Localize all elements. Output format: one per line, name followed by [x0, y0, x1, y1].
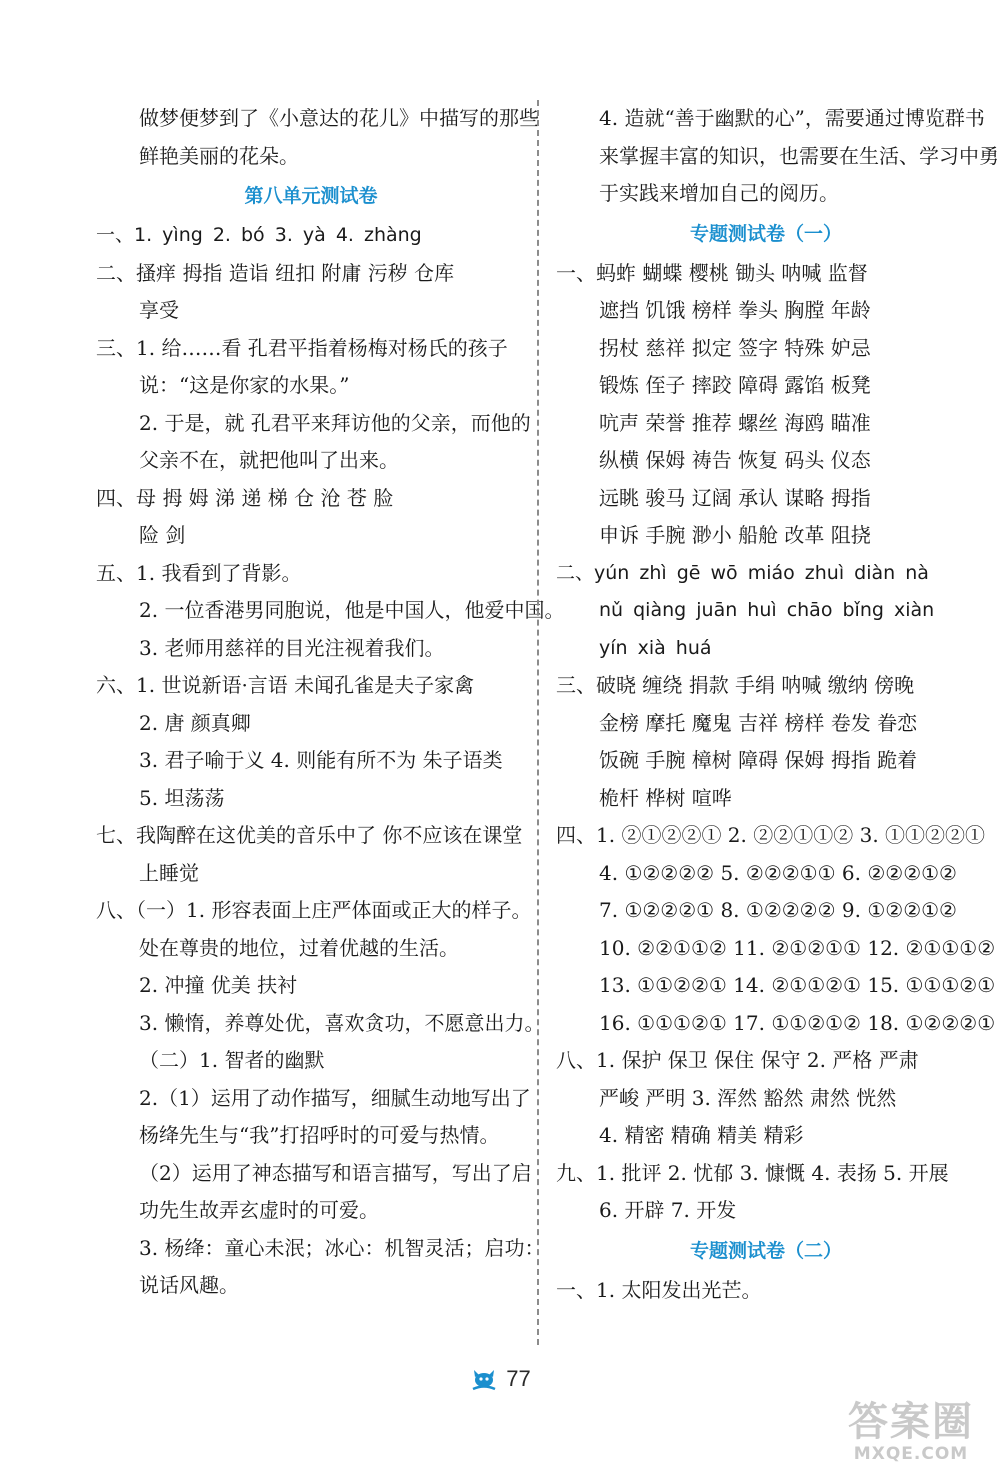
page-number: 77 — [506, 1366, 531, 1391]
answer-line: 功先生故弄玄虚时的可爱。 — [139, 1198, 379, 1222]
page-footer — [0, 1366, 1000, 1392]
answer-line: 3. 君子喻于义 4. 则能有所不为 朱子语类 — [139, 748, 503, 772]
answer-line: 父亲不在，就把他叫了出来。 — [139, 448, 399, 472]
answer-line: （二）1. 智者的幽默 — [139, 1048, 325, 1072]
answer-line: 2. 一位香港男同胞说，他是中国人，他爱中国。 — [139, 598, 565, 622]
answer-line: 桅杆 桦树 喧哗 — [599, 785, 732, 810]
answer-line: 四、1. ②①②②① 2. ②②①①② 3. ①①②②① — [556, 823, 986, 847]
answer-line: 吭声 荣誉 推荐 螺丝 海鸥 瞄准 — [599, 410, 871, 435]
section-heading: 专题测试卷（一） — [689, 222, 842, 245]
answer-line: 九、1. 批评 2. 忧郁 3. 慷慨 4. 表扬 5. 开展 — [556, 1160, 949, 1185]
answer-line: （2）运用了神态描写和语言描写，写出了启 — [139, 1160, 532, 1185]
answer-line: 八、（一）1. 形容表面上庄严体面或正大的样子。 — [96, 898, 532, 922]
answer-line: 饭碗 手腕 樟树 障碍 保姆 拇指 跪着 — [599, 748, 918, 772]
answer-line: 三、破晓 缠绕 捐款 手绢 呐喊 缴纳 傍晚 — [556, 673, 915, 697]
answer-line: 二、yún zhì gē wō miáo zhuì diàn nà — [556, 561, 929, 584]
answer-line: 上睡觉 — [139, 860, 199, 885]
answer-line: 说话风趣。 — [139, 1273, 239, 1297]
answer-line: 3. 老师用慈祥的目光注视着我们。 — [139, 635, 445, 660]
answer-line: 严峻 严明 3. 浑然 豁然 肃然 恍然 — [599, 1085, 897, 1110]
answer-line: 2. 唐 颜真卿 — [139, 710, 251, 735]
answer-line: 二、搔痒 拇指 造诣 纽扣 附庸 污秽 仓库 — [96, 260, 455, 285]
answer-line: 2. 冲撞 优美 扶衬 — [139, 973, 298, 997]
answer-line: 5. 坦荡荡 — [139, 785, 225, 810]
answer-line: 拐杖 慈祥 拟定 签字 特殊 妒忌 — [599, 335, 871, 360]
watermark-title: 答案圈 — [848, 1399, 974, 1445]
answer-line: nǔ qiàng juān huì chāo bǐng xiàn — [599, 599, 935, 621]
mascot-logo-icon — [469, 1366, 499, 1392]
answer-line: 纵横 保姆 祷告 恢复 码头 仪态 — [599, 448, 871, 472]
answer-line: 7. ①②②②① 8. ①②②②② 9. ①②②①② — [599, 898, 957, 922]
answer-line: 3. 懒惰，养尊处优，喜欢贪功，不愿意出力。 — [139, 1010, 545, 1035]
left-column — [96, 100, 565, 1305]
answer-line: 六、1. 世说新语·言语 未闻孔雀是夫子家禽 — [96, 673, 475, 697]
answer-line: 2. 于是，就 孔君平来拜访他的父亲，而他的 — [139, 410, 531, 435]
answer-line: 三、1. 给……看 孔君平指着杨梅对杨氏的孩子 — [96, 335, 508, 360]
answer-line: 鲜艳美丽的花朵。 — [139, 143, 299, 168]
answer-line: 享受 — [139, 298, 179, 322]
answer-line: 13. ①①②②① 14. ②①①②① 15. ①①①②① — [599, 973, 996, 997]
answer-line: 来掌握丰富的知识，也需要在生活、学习中勇 — [599, 143, 999, 168]
answer-line: 3. 杨绛：童心未泯；冰心：机智灵活；启功： — [139, 1235, 545, 1260]
answer-line: 说：“这是你家的水果。” — [139, 373, 350, 397]
column-divider — [537, 100, 539, 1345]
answer-line: 处在尊贵的地位，过着优越的生活。 — [139, 935, 459, 960]
watermark-url: MXQE.COM — [853, 1444, 969, 1464]
answer-line: 四、母 拇 姆 涕 递 梯 仓 沧 苍 脸 — [96, 485, 394, 510]
answer-line: 2.（1）运用了动作描写，细腻生动地写出了 — [139, 1085, 531, 1110]
answer-line: 锻炼 侄子 摔跤 障碍 露馅 板凳 — [599, 373, 871, 397]
answer-line: 八、1. 保护 保卫 保住 保守 2. 严格 严肃 — [556, 1048, 919, 1072]
answer-line: 4. 造就“善于幽默的心”，需要通过博览群书 — [599, 106, 985, 130]
answer-line: 遮挡 饥饿 榜样 拳头 胸膛 年龄 — [599, 298, 871, 322]
answer-line: 杨绛先生与“我”打招呼时的可爱与热情。 — [139, 1123, 500, 1147]
answer-line: 七、我陶醉在这优美的音乐中了 你不应该在课堂 — [96, 823, 523, 847]
section-heading: 第八单元测试卷 — [244, 185, 378, 207]
answer-line: 4. ①②②②② 5. ②②②①① 6. ②②②①② — [599, 860, 957, 885]
answer-line: 金榜 摩托 魔鬼 吉祥 榜样 卷发 眷恋 — [599, 710, 918, 735]
right-column — [556, 100, 999, 1309]
section-heading: 专题测试卷（二） — [689, 1239, 842, 1262]
answer-line: 4. 精密 精确 精美 精彩 — [599, 1123, 804, 1147]
answer-line: 10. ②②①①② 11. ②①②①① 12. ②①①①② — [599, 935, 996, 960]
answer-line: 做梦便梦到了《小意达的花儿》中描写的那些 — [139, 106, 539, 130]
watermark — [836, 1400, 986, 1466]
answer-line: 五、1. 我看到了背影。 — [96, 560, 302, 585]
answer-line: 申诉 手腕 渺小 船舱 改革 阻挠 — [599, 523, 871, 547]
answer-line: 6. 开辟 7. 开发 — [599, 1198, 737, 1222]
answer-line: 险 剑 — [139, 523, 186, 547]
answer-line: 一、1. 太阳发出光芒。 — [556, 1277, 762, 1302]
answer-line: yín xià huá — [599, 636, 712, 659]
answer-line: 远眺 骏马 辽阔 承认 谋略 拇指 — [599, 485, 871, 510]
answer-line: 16. ①①①②① 17. ①①②①② 18. ①②②②① — [599, 1010, 996, 1035]
answer-line: 一、蚂蚱 蝴蝶 樱桃 锄头 呐喊 监督 — [556, 260, 868, 285]
answer-line: 一、1. yìng 2. bó 3. yà 4. zhàng — [96, 224, 422, 246]
answer-line: 于实践来增加自己的阅历。 — [599, 181, 839, 205]
